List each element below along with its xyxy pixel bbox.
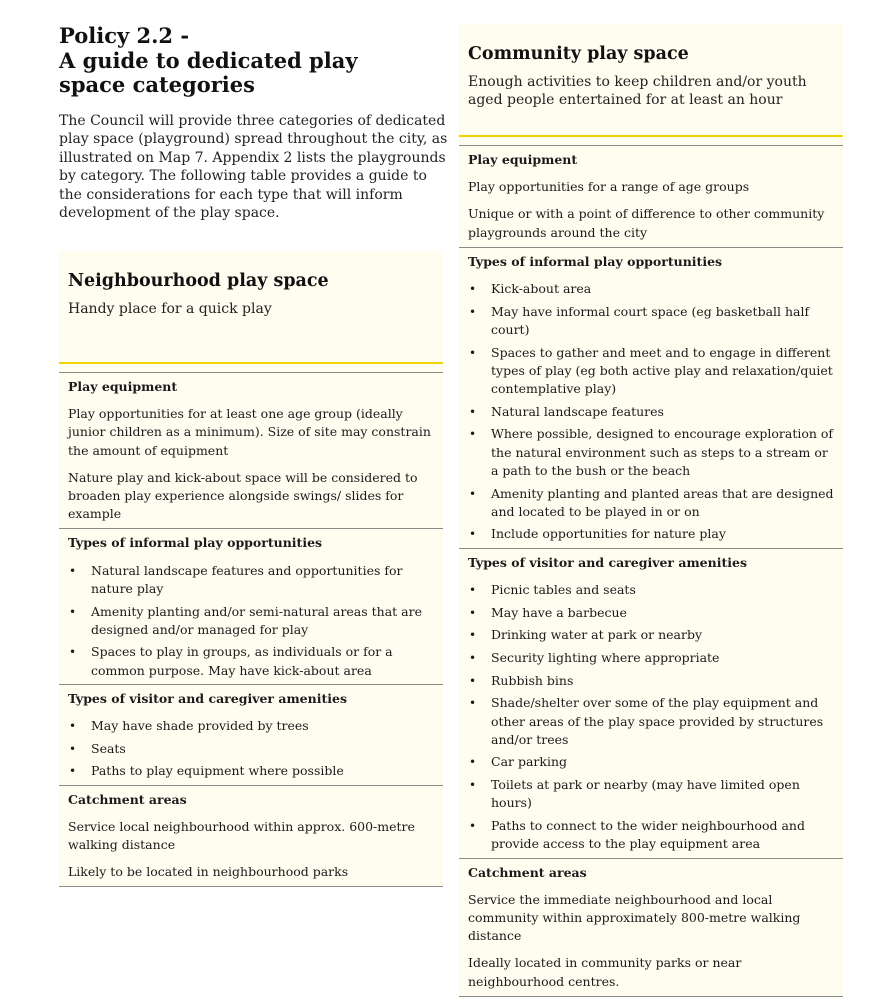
paragraph: Likely to be located in neighbourhood parks bbox=[68, 864, 349, 880]
list-item-text: Kick-about area bbox=[491, 281, 592, 297]
neighbourhood-card bbox=[59, 251, 443, 887]
page-heading bbox=[59, 24, 449, 98]
list-item-text: Spaces to gather and meet and to engage in different types of play (eg both active play and relaxation/quiet contemplative play) bbox=[491, 344, 833, 397]
heading-line-1: Policy 2.2 - bbox=[59, 23, 190, 48]
list-item-text: Security lighting where appropriate bbox=[491, 649, 720, 665]
community-card bbox=[459, 24, 843, 997]
bullet-list bbox=[68, 562, 434, 680]
list-item bbox=[468, 776, 834, 812]
bullet-icon: • bbox=[469, 427, 477, 442]
list-item-text: Where possible, designed to encourage exploration of the natural environment such as steps to a stream or a path to the bush or the beach bbox=[491, 426, 834, 478]
list-item bbox=[468, 344, 834, 399]
card-header bbox=[459, 24, 843, 137]
list-item-text: Drinking water at park or nearby bbox=[491, 627, 703, 643]
list-item bbox=[468, 649, 834, 667]
list-item bbox=[468, 581, 834, 599]
list-item bbox=[468, 672, 834, 690]
paragraph: Service the immediate neighbourhood and local community within approximately 800-metre walking distance bbox=[468, 891, 801, 944]
list-item-text: Seats bbox=[91, 740, 126, 756]
list-item bbox=[468, 485, 834, 521]
bullet-icon: • bbox=[469, 628, 477, 643]
list-item-text: Amenity planting and planted areas that are designed and located to be played in or on bbox=[491, 485, 834, 519]
list-item bbox=[468, 425, 834, 480]
bullet-icon: • bbox=[469, 282, 477, 297]
paragraph: Unique or with a point of difference to other community playgrounds around the city bbox=[468, 206, 825, 240]
play-equipment-section bbox=[459, 146, 843, 248]
list-item bbox=[68, 740, 434, 758]
list-item bbox=[68, 762, 434, 780]
list-item bbox=[468, 817, 834, 853]
bullet-icon: • bbox=[469, 486, 477, 501]
bullet-icon: • bbox=[469, 755, 477, 770]
intro-paragraph: The Council will provide three categories of dedicated play space (playground) spread throughout the city, as illustrated on Map 7. Appendix 2 lists the playgrounds by category. The following table provides a guide to the considerations for each type that will inform development of the play space. bbox=[59, 113, 448, 222]
list-item bbox=[68, 603, 434, 639]
informal-play-section bbox=[59, 529, 443, 684]
list-item bbox=[468, 525, 834, 543]
bullet-icon: • bbox=[469, 582, 477, 597]
card-title: Community play space bbox=[468, 44, 689, 64]
paragraph: Service local neighbourhood within approx. 600-metre walking distance bbox=[68, 818, 415, 853]
amenities-section bbox=[459, 549, 843, 859]
card-title: Neighbourhood play space bbox=[68, 271, 329, 291]
section-title: Types of informal play opportunities bbox=[68, 535, 323, 551]
list-item bbox=[468, 753, 834, 771]
amenities-section bbox=[59, 685, 443, 786]
list-item-text: Amenity planting and/or semi-natural areas that are designed and/or managed for play bbox=[91, 603, 422, 637]
bullet-icon: • bbox=[69, 645, 77, 660]
list-item bbox=[468, 280, 834, 298]
list-item bbox=[468, 694, 834, 749]
list-item bbox=[68, 643, 434, 679]
list-item bbox=[68, 562, 434, 598]
list-item-text: Natural landscape features bbox=[491, 403, 664, 419]
bullet-icon: • bbox=[469, 819, 477, 834]
bullet-icon: • bbox=[469, 527, 477, 542]
bullet-icon: • bbox=[69, 764, 77, 779]
bullet-list bbox=[468, 581, 834, 854]
bullet-icon: • bbox=[69, 719, 77, 734]
catchment-section bbox=[459, 859, 843, 997]
bullet-icon: • bbox=[469, 404, 477, 419]
bullet-list bbox=[68, 717, 434, 781]
list-item-text: Picnic tables and seats bbox=[491, 581, 636, 597]
list-item bbox=[68, 717, 434, 735]
card-subtitle: Enough activities to keep children and/or youth aged people entertained for at least an hour bbox=[468, 74, 807, 108]
play-equipment-section bbox=[59, 373, 443, 529]
section-title: Types of visitor and caregiver amenities bbox=[68, 690, 347, 706]
section-title: Play equipment bbox=[68, 379, 178, 394]
bullet-icon: • bbox=[69, 563, 77, 578]
list-item bbox=[468, 403, 834, 421]
list-item-text: Paths to play equipment where possible bbox=[91, 763, 344, 779]
list-item bbox=[468, 303, 834, 339]
bullet-icon: • bbox=[69, 741, 77, 756]
bullet-icon: • bbox=[469, 345, 477, 360]
section-title: Play equipment bbox=[468, 152, 578, 167]
paragraph: Play opportunities for at least one age group (ideally junior children as a minimum). Size of site may constrain the amount of equipment bbox=[68, 406, 431, 458]
divider bbox=[459, 137, 843, 146]
list-item-text: Natural landscape features and opportunities for nature play bbox=[91, 562, 403, 596]
divider bbox=[59, 364, 443, 373]
list-item-text: Spaces to play in groups, as individuals or for a common purpose. May have kick-about area bbox=[91, 644, 393, 678]
paragraph: Nature play and kick-about space will be considered to broaden play experience alongside swings/ slides for example bbox=[68, 469, 418, 522]
list-item-text: May have a barbecue bbox=[491, 604, 627, 620]
card-header bbox=[59, 251, 443, 364]
bullet-list bbox=[468, 280, 834, 544]
list-item bbox=[468, 626, 834, 644]
bullet-icon: • bbox=[469, 605, 477, 620]
list-item-text: Include opportunities for nature play bbox=[491, 526, 726, 542]
heading-line-2: A guide to dedicated play bbox=[59, 47, 358, 73]
paragraph: Play opportunities for a range of age groups bbox=[468, 179, 750, 195]
list-item-text: May have shade provided by trees bbox=[91, 718, 309, 734]
bullet-icon: • bbox=[469, 778, 477, 793]
catchment-section bbox=[59, 786, 443, 888]
bullet-icon: • bbox=[469, 304, 477, 319]
informal-play-section bbox=[459, 248, 843, 549]
section-title: Catchment areas bbox=[468, 864, 587, 880]
list-item-text: Paths to connect to the wider neighbourhood and provide access to the play equipment area bbox=[491, 818, 805, 852]
bullet-icon: • bbox=[469, 696, 477, 711]
bullet-icon: • bbox=[469, 650, 477, 665]
list-item-text: Toilets at park or nearby (may have limited open hours) bbox=[491, 777, 800, 811]
list-item bbox=[468, 604, 834, 622]
section-title: Catchment areas bbox=[68, 791, 187, 807]
list-item-text: Car parking bbox=[491, 754, 568, 770]
heading-line-3: space categories bbox=[59, 72, 255, 97]
section-title: Types of visitor and caregiver amenities bbox=[468, 554, 747, 570]
section-title: Types of informal play opportunities bbox=[468, 253, 723, 269]
bullet-icon: • bbox=[469, 673, 477, 688]
list-item-text: Shade/shelter over some of the play equipment and other areas of the play space provided by structures and/or trees bbox=[491, 695, 824, 747]
paragraph: Ideally located in community parks or near neighbourhood centres. bbox=[468, 955, 742, 989]
card-subtitle: Handy place for a quick play bbox=[68, 301, 272, 317]
bullet-icon: • bbox=[69, 604, 77, 619]
list-item-text: May have informal court space (eg basketball half court) bbox=[491, 303, 810, 337]
list-item-text: Rubbish bins bbox=[491, 672, 574, 688]
